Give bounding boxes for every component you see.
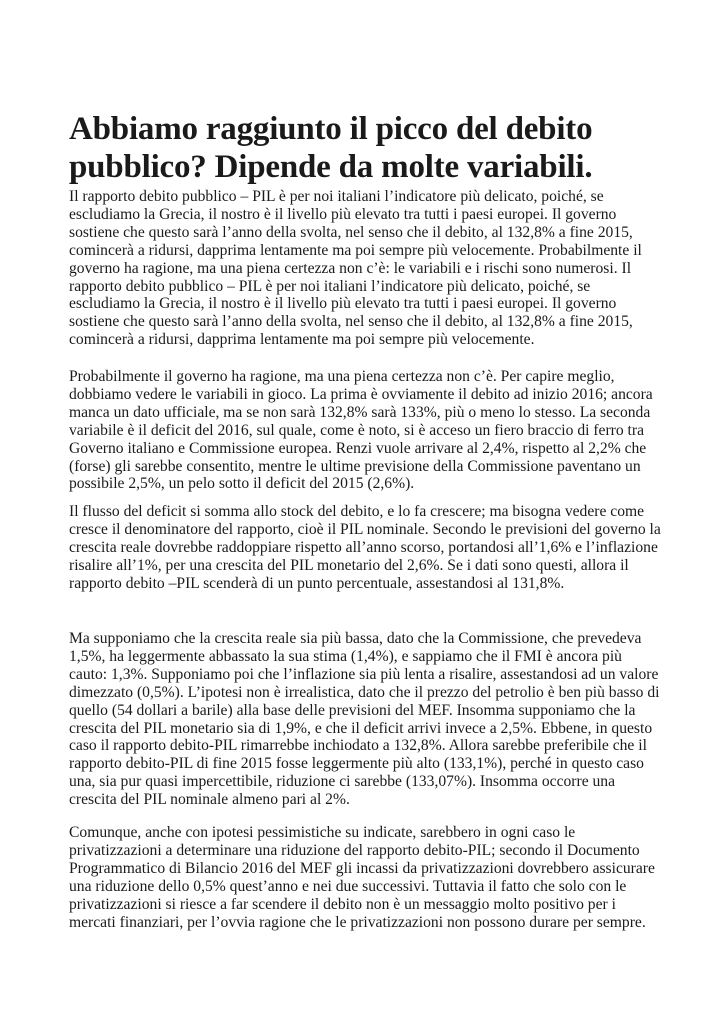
article-title: Abbiamo raggiunto il picco del debito pubblico? Dipende da molte variabili. [69,111,593,185]
paragraph-privatizations: Comunque, anche con ipotesi pessimistiche su indicate, sarebbero in ogni caso le privatizzazioni a determinare una riduzione del rapporto debito-PIL; secondo il Documento Programmatico di Bilancio 2016 del MEF gli incassi da privatizzazioni dovrebbero assicurare una riduzione dello 0,5% quest’anno e nei due successivi. Tuttavia il fatto che solo con le privatizzazioni si riesce a far scendere il debito non è un messaggio molto positivo per i mercati finanziari, per l’ovvia ragione che le privatizzazioni non possono durare per sempre. [69,824,655,931]
paragraph-variables: Probabilmente il governo ha ragione, ma una piena certezza non c’è. Per capire meglio, dobbiamo vedere le variabili in gioco. La prima è ovviamente il debito ad inizio 2016; ancora manca un dato ufficiale, ma se non sarà 132,8% sarà 133%, più o meno lo stesso. La seconda variabile è il deficit del 2016, sul quale, come è noto, si è acceso un fiero braccio di ferro tra Governo italiano e Commissione europea. Renzi vuole arrivare al 2,4%, rispetto al 2,2% che (forse) gli sarebbe consentito, mentre le ultime previsione della Commissione paventano un possibile 2,5%, un pelo sotto il deficit del 2015 (2,6%). [69,368,653,493]
paragraph-intro: Il rapporto debito pubblico – PIL è per noi italiani l’indicatore più delicato, poiché, se escludiamo la Grecia, il nostro è il livello più elevato tra tutti i paesi europei. Il governo sostiene che questo sarà l’anno della svolta, nel senso che il debito, al 132,8% a fine 2015, comincerà a ridursi, dapprima lentamente ma poi sempre più velocemente. Probabilmente il governo ha ragione, ma una piena certezza non c’è: le variabili e i rischi sono numerosi. Il rapporto debito pubblico – PIL è per noi italiani l’indicatore più delicato, poiché, se escludiamo la Grecia, il nostro è il livello più elevato tra tutti i paesi europei. Il governo sostiene che questo sarà l’anno della svolta, nel senso che il debito, al 132,8% a fine 2015, comincerà a ridursi, dapprima lentamente ma poi sempre più velocemente. [69,188,642,349]
paragraph-deficit-flow: Il flusso del deficit si somma allo stock del debito, e lo fa crescere; ma bisogna vedere come cresce il denominatore del rapporto, cioè il PIL nominale. Secondo le previsioni del governo la crescita reale dovrebbe raddoppiare rispetto all’anno scorso, portandosi all’1,6% e l’inflazione risalire all’1%, per una crescita del PIL monetario del 2,6%. Se i dati sono questi, allora il rapporto debito –PIL scenderà di un punto percentuale, assestandosi al 131,8%. [69,503,661,592]
paragraph-pessimistic-scenario: Ma supponiamo che la crescita reale sia più bassa, dato che la Commissione, che prevedeva 1,5%, ha leggermente abbassato la sua stima (1,4%), e sappiamo che il FMI è ancora più cauto: 1,3%. Supponiamo poi che l’inflazione sia più lenta a risalire, assestandosi ad un valore dimezzato (0,5%). L’ipotesi non è irrealistica, dato che il prezzo del petrolio è ben più basso di quello (54 dollari a barile) alla base delle previsioni del MEF. Insomma supponiamo che la crescita del PIL monetario sia di 1,9%, e che il deficit arrivi invece a 2,5%. Ebbene, in questo caso il rapporto debito-PIL rimarrebbe inchiodato a 132,8%. Allora sarebbe preferibile che il rapporto debito-PIL di fine 2015 fosse leggermente più alto (133,1%), perché in questo caso una, sia pur quasi impercettibile, riduzione ci sarebbe (133,07%). Insomma occorre una crescita del PIL nominale almeno pari al 2%. [69,630,660,809]
